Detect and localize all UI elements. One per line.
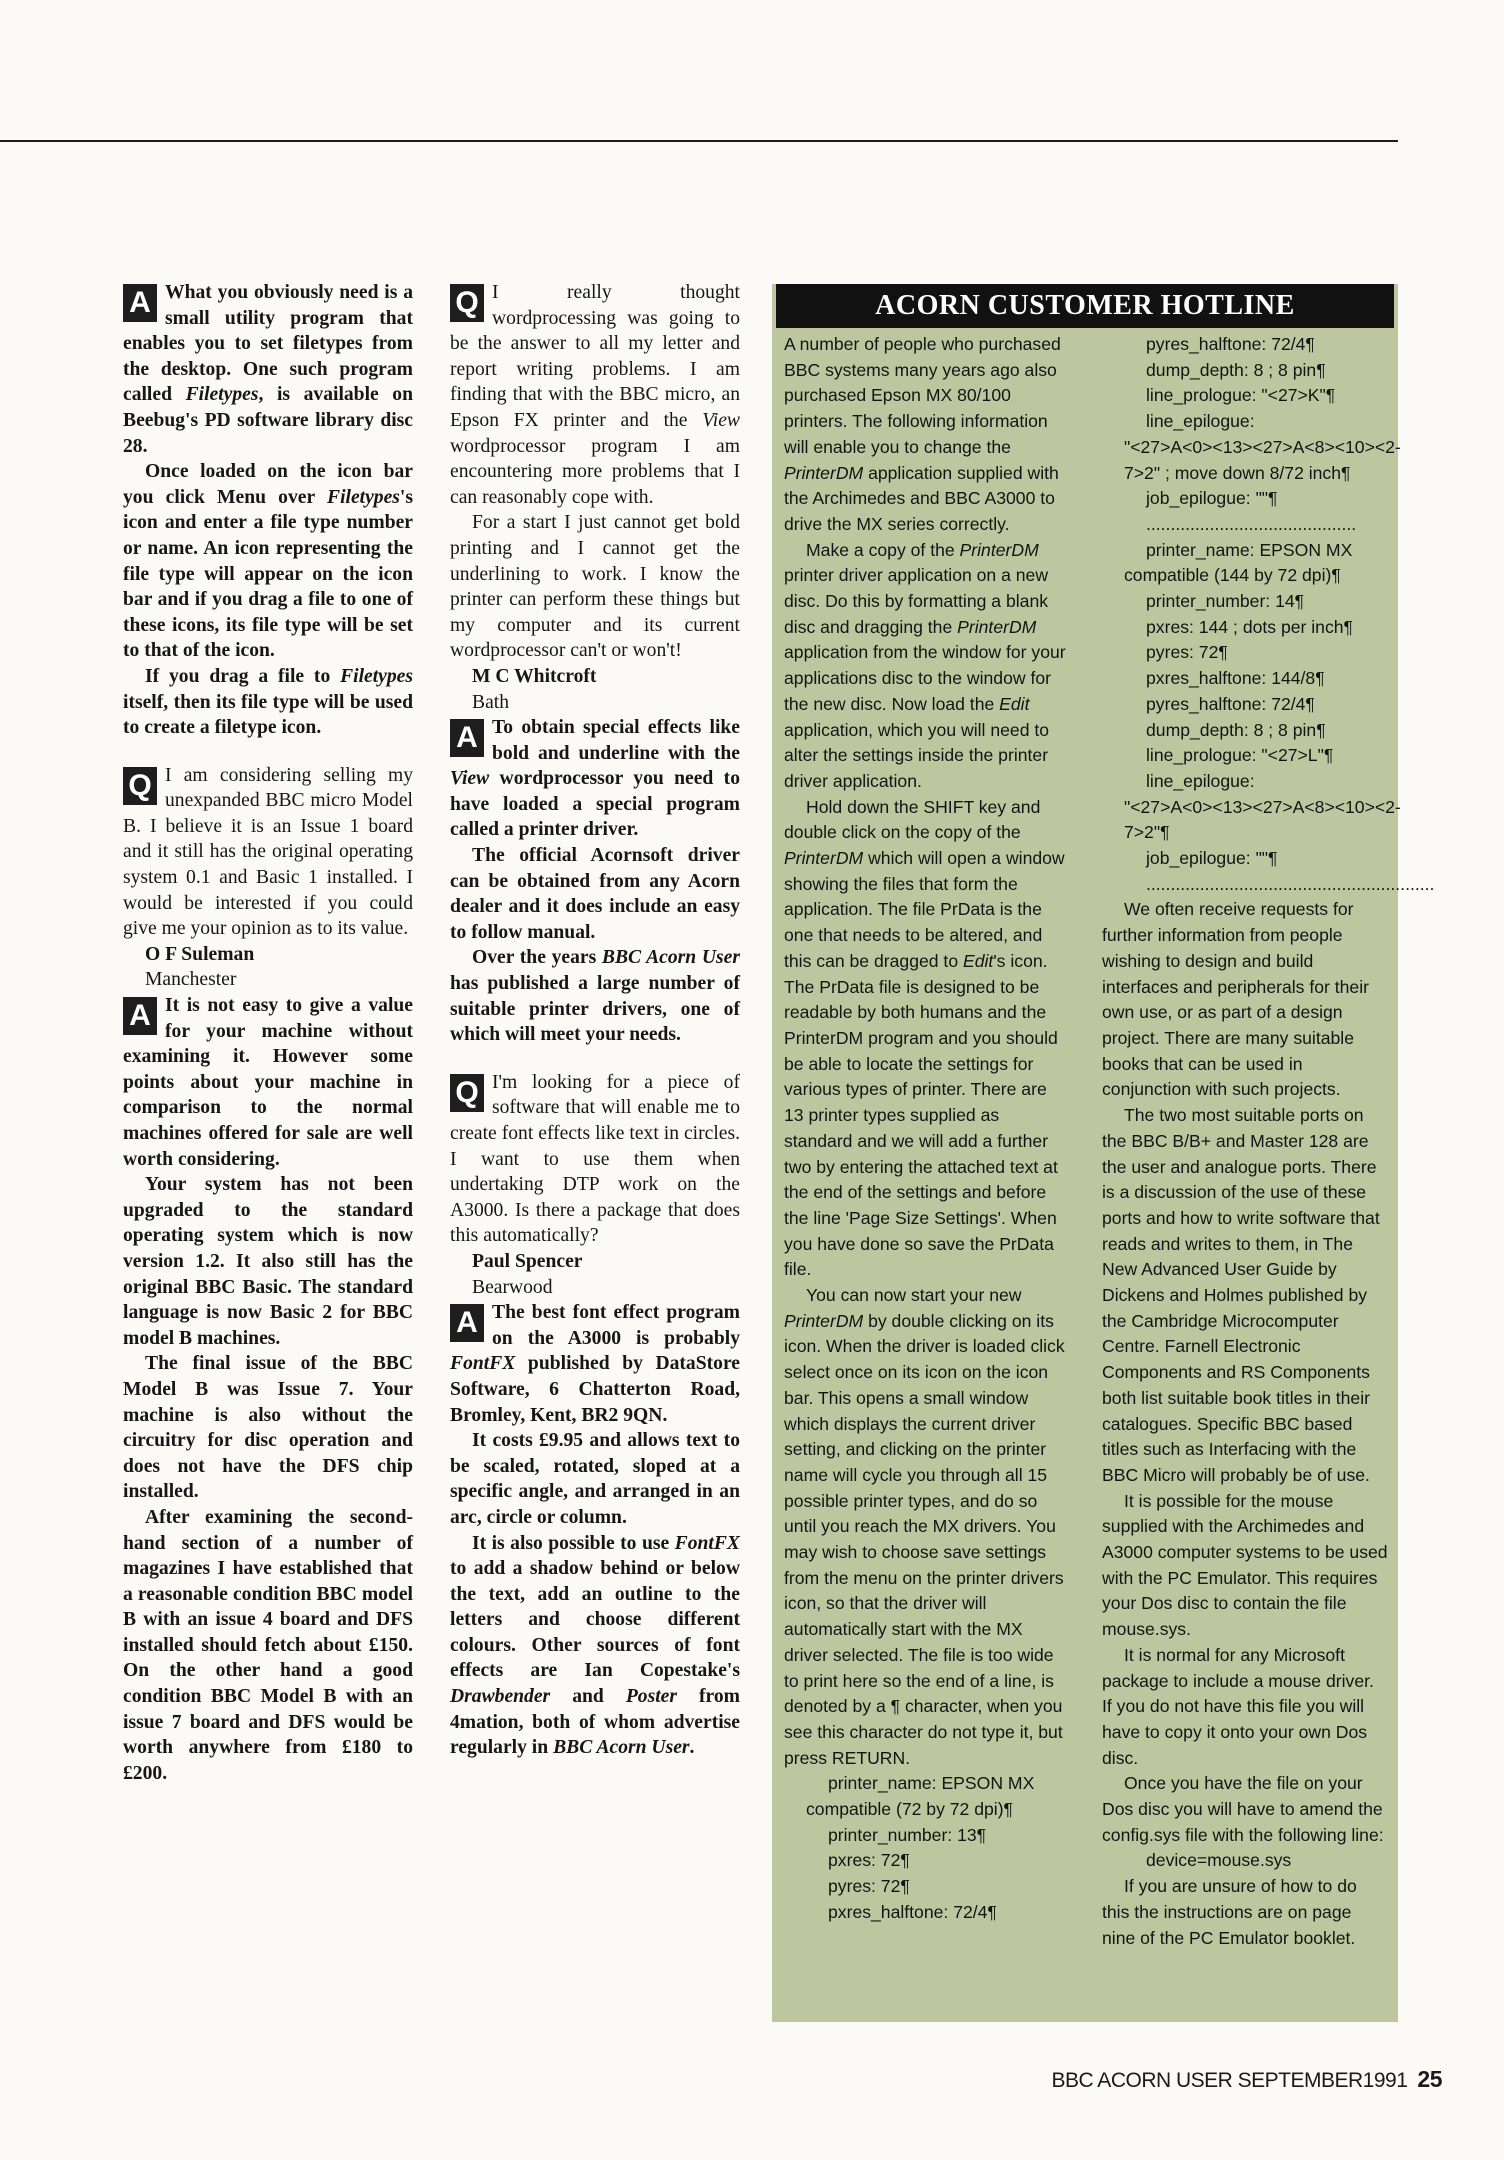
paragraph: We often receive requests for further information from people wishing to design and build interfaces and peripherals for their own use, or as part of a design project. There are many suitable books that can be used in conjunction with such projects.: [1102, 899, 1369, 1100]
code-line: job_epilogue: ""¶: [1146, 848, 1278, 869]
author-name: O F Suleman: [145, 943, 255, 965]
paragraph: A number of people who purchased BBC systems many years ago also purchased Epson MX 80/100 printers. The following information will enable you to change the PrinterDM application supplied with the Archimedes and BBC A3000 to drive the MX series correctly.: [784, 334, 1061, 534]
paragraph: Once you have the file on your Dos disc you will have to amend the config.sys file with the following line:: [1102, 1773, 1384, 1845]
paragraph: Over the years BBC Acorn User has published a large number of suitable printer drivers, one of which will meet your needs.: [450, 947, 740, 1046]
answer-printer-driver: A To obtain special effects like bold and underline with the View wordprocessor you need to have loaded a special program called a printer driver.: [450, 717, 740, 841]
page-footer: [1051, 2066, 1442, 2093]
column-middle: [450, 280, 740, 1761]
code-line: printer_name: EPSON MX: [828, 1773, 1035, 1794]
dotted-separator: ...........................................: [1146, 513, 1357, 534]
answer-bbc-value: A It is not easy to give a value for your machine without examining it. However some points about your machine in comparison to the normal machines offered for sale are well worth considering.: [123, 995, 413, 1170]
question-badge: Q: [450, 1074, 484, 1112]
code-line: compatible (144 by 72 dpi)¶: [1124, 565, 1341, 586]
paragraph: Hold down the SHIFT key and double click on the copy of the PrinterDM which will open a window showing the files that form the application. The file PrData is the one that needs to be altered, and this can be dragged to Edit's icon. The PrData file is designed to be readable by both humans and the PrinterDM program and you should be able to locate the settings for various types of printer. There are 13 printer types supplied as standard and we will add a further two by entering the attached text at the end of the settings and before the line 'Page Size Settings'. When you have done so save the PrData file.: [784, 796, 1065, 1280]
code-line: dump_depth: 8 ; 8 pin¶: [1146, 719, 1326, 740]
answer-badge: A: [450, 719, 484, 757]
paragraph: The two most suitable ports on the BBC B/B+ and Master 128 are the user and analogue ports. There is a discussion of the use of these ports and how to write software that reads and writes to them, in The New Advanced User Guide by Dickens and Holmes published by the Cambridge Microcomputer Centre. Farnell Electronic Components and RS Components both list suitable book titles in their catalogues. Specific BBC based titles such as Interfacing with the BBC Micro will probably be of use.: [1102, 1105, 1380, 1485]
page-number: 25: [1417, 2066, 1442, 2092]
paragraph: It costs £9.95 and allows text to be scaled, rotated, sloped at a specific angle, and arranged in an arc, circle or column.: [450, 1430, 740, 1528]
code-line: pxres: 72¶: [828, 1850, 910, 1871]
code-line: job_epilogue: ""¶: [1146, 488, 1278, 509]
code-line: pyres_halftone: 72/4¶: [1146, 334, 1315, 354]
question-bbc-value: Q I am considering selling my unexpanded BBC micro Model B. I believe it is an Issue 1 board and it still has the original operating system 0.1 and Basic 1 installed. I would be interested if you could give me your opinion as to its value.: [123, 764, 413, 940]
answer-filetypes: A What you obviously need is a small utility program that enables you to set filetypes from the desktop. One such program called Filetypes, is available on Beebug's PD software library disc 28.: [123, 282, 413, 457]
paragraph: You can now start your new PrinterDM by double clicking on its icon. When the driver is loaded click select once on its icon on the icon bar. This opens a small window which displays the current driver setting, and clicking on the printer name will cycle you through all 15 possible printer types, and do so until you reach the MX drivers. You may wish to choose save settings from the menu on the printer drivers icon, so that the driver will automatically start with the MX driver selected. The file is too wide to print here so the end of a line, is denoted by a ¶ character, when you see this character do not type it, but press RETURN.: [784, 1285, 1065, 1768]
question-wordprocessing: Q I really thought wordprocessing was going to be the answer to all my letter and report writing problems. I am finding that with the BBC micro, an Epson FX printer and the View wordprocessor program I am encountering more problems that I can reasonably cope with.: [450, 282, 740, 508]
paragraph: If you are unsure of how to do this the instructions are on page nine of the PC Emulator booklet.: [1102, 1876, 1357, 1948]
code-line: printer_name: EPSON MX: [1146, 539, 1353, 560]
code-line: pxres_halftone: 144/8¶: [1146, 668, 1325, 689]
answer-font-effects: A The best font effect program on the A3000 is probably FontFX published by DataStore Software, 6 Chatterton Road, Bromley, Kent, BR2 9QN.: [450, 1302, 740, 1426]
code-line: line_epilogue:: [1146, 770, 1255, 791]
answer-badge: A: [123, 284, 157, 322]
hotline-column-right: [1102, 332, 1435, 1951]
code-line: pyres: 72¶: [828, 1876, 910, 1897]
column-left: [123, 280, 413, 1786]
code-line: 7>2"¶: [1124, 822, 1170, 843]
paragraph: For a start I just cannot get bold printing and I cannot get the underlining to work. I know the printer can perform these things but my computer and its current wordprocessor can't or won't!: [450, 512, 740, 662]
code-line: "<27>A<0><13><27>A<8><10><2-: [1124, 796, 1401, 817]
paragraph: If you drag a file to Filetypes itself, then its file type will be used to create a filetype icon.: [123, 665, 413, 739]
author-name: M C Whitcroft: [472, 665, 597, 687]
answer-badge: A: [123, 997, 157, 1035]
code-line: pyres: 72¶: [1146, 642, 1228, 663]
code-line: printer_number: 14¶: [1146, 591, 1305, 612]
code-line: pxres: 144 ; dots per inch¶: [1146, 616, 1354, 637]
paragraph: It is also possible to use FontFX to add a shadow behind or below the text, add an outline to the letters and choose different colours. Other sources of font effects are Ian Copestake's Drawbender and Poster from 4mation, both of whom advertise regularly in BBC Acorn User.: [450, 1532, 741, 1759]
paragraph: It is normal for any Microsoft package to include a mouse driver. If you do not have this file you will have to copy it onto your own Dos disc.: [1102, 1644, 1374, 1768]
paragraph: Once loaded on the icon bar you click Menu over Filetypes's icon and enter a file type number or name. An icon representing the file type will appear on the icon bar and if you drag a file to one of these icons, its file type will be set to that of the icon.: [123, 461, 413, 662]
author-place: Manchester: [145, 969, 237, 991]
code-line: compatible (72 by 72 dpi)¶: [806, 1799, 1014, 1820]
code-line: device=mouse.sys: [1146, 1850, 1292, 1871]
paragraph: The final issue of the BBC Model B was Issue 7. Your machine is also without the circuitry for disc operation and does not have the DFS chip installed.: [123, 1353, 413, 1503]
code-line: printer_number: 13¶: [828, 1824, 987, 1845]
code-line: dump_depth: 8 ; 8 pin¶: [1146, 359, 1326, 380]
paragraph: The official Acornsoft driver can be obtained from any Acorn dealer and it does include an easy to follow manual.: [450, 845, 740, 943]
author-place: Bearwood: [472, 1276, 553, 1298]
author-place: Bath: [472, 691, 510, 713]
paragraph: After examining the second-hand section of a number of magazines I have established that a reasonable condition BBC model B with an issue 4 board and DFS installed should fetch about £150. On the other hand a good condition BBC Model B with an issue 7 board and DFS would be worth anywhere from £180 to £200.: [123, 1506, 413, 1784]
code-line: line_prologue: "<27>L"¶: [1146, 745, 1334, 766]
question-font-effects: Q I'm looking for a piece of software that will enable me to create font effects like text in circles. I want to use them when undertaking DTP work on the A3000. Is there a package that does this automatically?: [450, 1071, 740, 1247]
hotline-box: [772, 284, 1435, 2022]
hotline-column-left: [784, 332, 1070, 1926]
hotline-title: ACORN CUSTOMER HOTLINE: [776, 284, 1394, 328]
dotted-separator: ...........................................................: [1146, 873, 1435, 894]
code-line: line_prologue: "<27>K"¶: [1146, 385, 1336, 406]
paragraph: Your system has not been upgraded to the standard operating system which is now version 1.2. It also still has the original BBC Basic. The standard language is now Basic 2 for BBC model B machines.: [123, 1174, 413, 1349]
header-rule: [0, 140, 1398, 142]
question-badge: Q: [450, 284, 484, 322]
publication-name: BBC ACORN USER SEPTEMBER1991: [1051, 2069, 1408, 2092]
code-line: 7>2" ; move down 8/72 inch¶: [1124, 462, 1351, 483]
code-line: "<27>A<0><13><27>A<8><10><2-: [1124, 436, 1401, 457]
answer-badge: A: [450, 1304, 484, 1342]
code-line: line_epilogue:: [1146, 411, 1255, 432]
paragraph: It is possible for the mouse supplied with the Archimedes and A3000 computer systems to be used with the PC Emulator. This requires your Dos disc to contain the file mouse.sys.: [1102, 1490, 1388, 1640]
code-line: pyres_halftone: 72/4¶: [1146, 693, 1315, 714]
question-badge: Q: [123, 767, 157, 805]
code-line: pxres_halftone: 72/4¶: [828, 1901, 997, 1922]
paragraph: Make a copy of the PrinterDM printer driver application on a new disc. Do this by formatting a blank disc and dragging the PrinterDM application from the window for your applications disc to the window for the new disc. Now load the Edit application, which you will need to alter the settings inside the printer driver application.: [784, 539, 1066, 791]
author-name: Paul Spencer: [472, 1250, 583, 1272]
